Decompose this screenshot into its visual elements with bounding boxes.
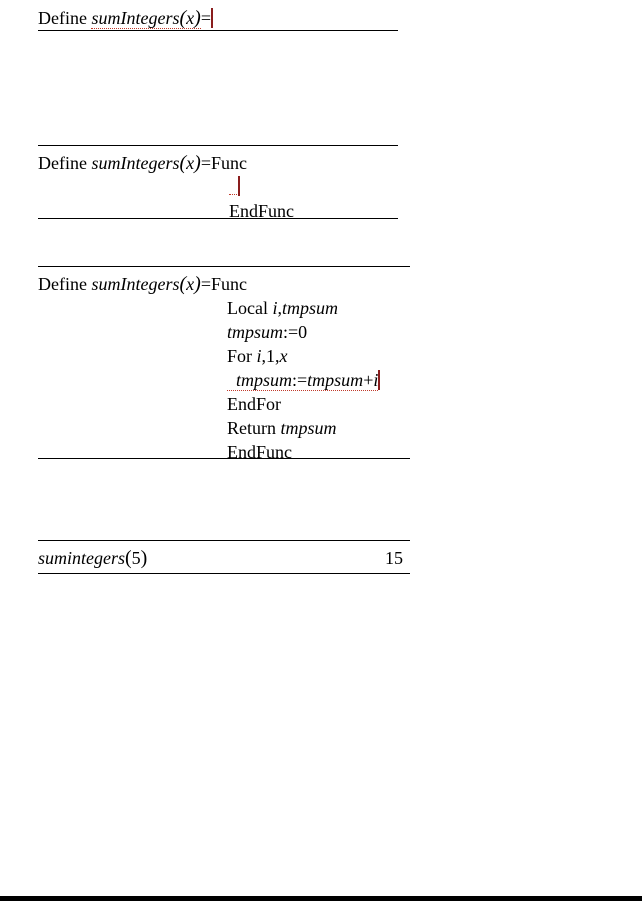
assign-op: := — [283, 322, 299, 342]
entry4-top-rule — [38, 540, 410, 541]
for-var-i: i — [256, 346, 262, 366]
function-name: sumIntegers(x) — [91, 152, 201, 174]
entry2-top-rule — [38, 145, 398, 146]
entry1-input[interactable] — [38, 7, 213, 29]
endfunc-line[interactable] — [227, 441, 292, 463]
for-line[interactable] — [227, 345, 288, 367]
endfor-line[interactable] — [227, 393, 281, 415]
entry2-define-line[interactable] — [38, 152, 247, 174]
call-result: 15 — [385, 548, 403, 568]
text-cursor — [378, 370, 380, 390]
func-keyword: Func — [210, 153, 247, 173]
for-args: ,1, — [261, 346, 280, 366]
entry3-define-line[interactable] — [38, 273, 247, 295]
local-line[interactable] — [227, 297, 338, 319]
assign-rhs: 0 — [298, 322, 308, 342]
return-keyword: Return — [227, 418, 276, 438]
text-cursor — [238, 176, 240, 196]
function-call-entry[interactable] — [38, 547, 147, 569]
for-body-line[interactable] — [227, 369, 380, 391]
page-footer-bar — [0, 896, 642, 901]
open-paren: ( — [125, 547, 132, 569]
local-var-i: i — [272, 298, 278, 318]
equals-sign: = — [200, 153, 211, 173]
entry1-bottom-rule — [38, 30, 398, 31]
function-name: sumIntegers(x) — [91, 273, 201, 295]
local-var-tmpsum: tmpsum — [282, 298, 339, 318]
for-var-x: x — [279, 346, 288, 366]
comma: , — [277, 298, 282, 318]
define-keyword: Define — [38, 153, 87, 173]
endfor-keyword: EndFor — [227, 394, 281, 414]
call-arg: 5 — [131, 548, 141, 568]
endfunc-keyword: EndFunc — [227, 442, 292, 462]
define-keyword: Define — [38, 8, 87, 28]
entry3-bottom-rule — [38, 458, 410, 459]
local-keyword: Local — [227, 298, 268, 318]
func-keyword: Func — [210, 274, 247, 294]
function-name: sumIntegers(x) — [91, 7, 201, 29]
equals-sign: = — [200, 8, 211, 28]
for-body-expression: tmpsum:=tmpsum+i — [227, 370, 378, 391]
assign-line[interactable] — [227, 321, 307, 343]
entry3-top-rule — [38, 266, 410, 267]
for-keyword: For — [227, 346, 253, 366]
equals-sign: = — [200, 274, 211, 294]
define-keyword: Define — [38, 274, 87, 294]
entry4-bottom-rule — [38, 573, 410, 574]
entry2-bottom-rule — [38, 218, 398, 219]
return-var: tmpsum — [280, 418, 337, 438]
call-name: sumintegers — [38, 548, 125, 568]
assign-lhs: tmpsum — [227, 322, 284, 342]
return-line[interactable] — [227, 417, 337, 439]
endfunc-keyword: EndFunc — [229, 201, 294, 221]
close-paren: ) — [140, 547, 148, 569]
text-cursor — [211, 8, 213, 28]
